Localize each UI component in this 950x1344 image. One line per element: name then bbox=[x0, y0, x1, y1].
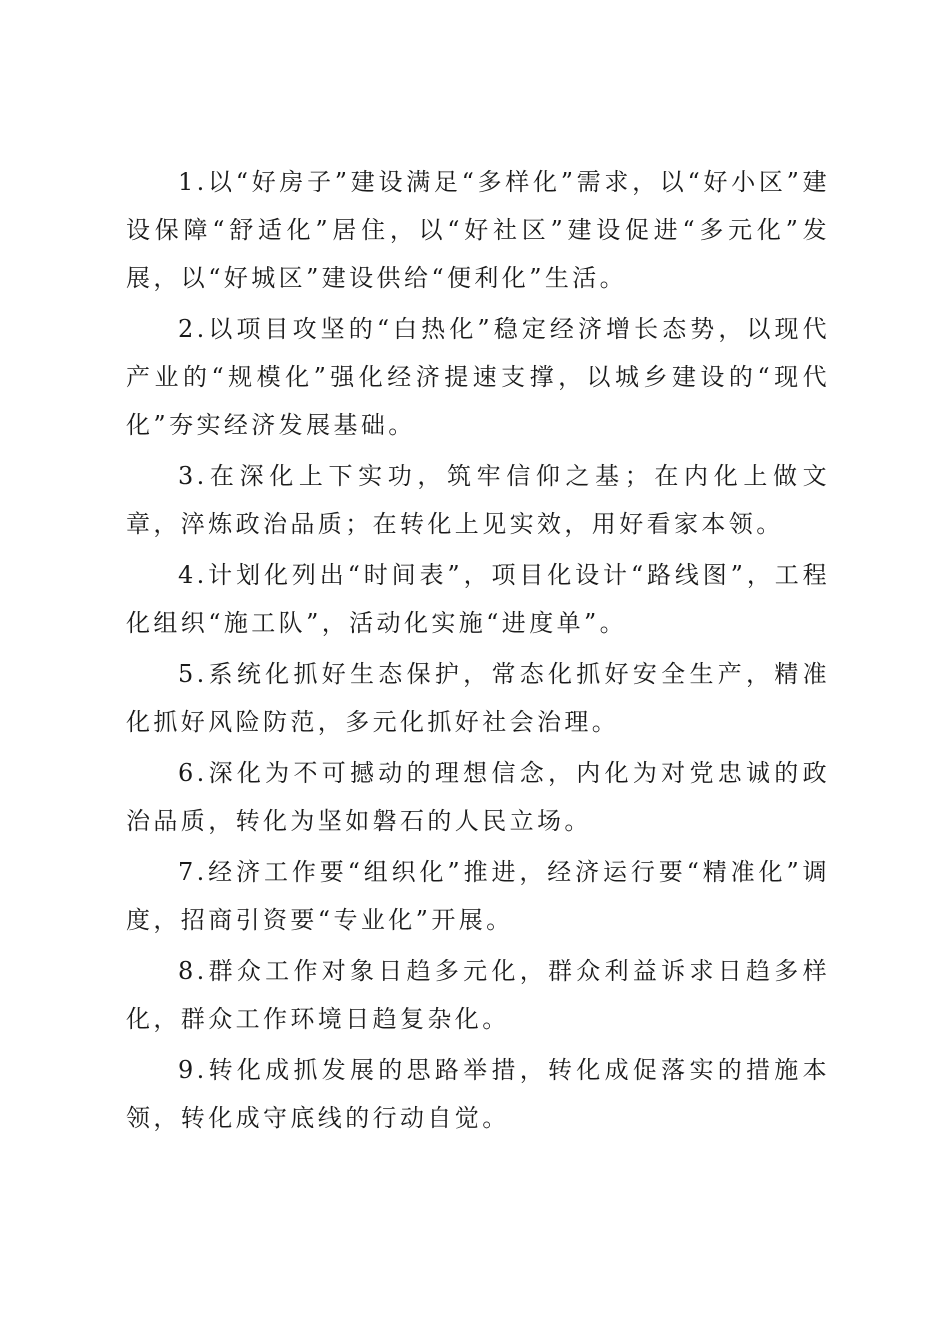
paragraph-3: 3.在深化上下实功，筑牢信仰之基；在内化上做文章，淬炼政治品质；在转化上见实效，用好看家本领。 bbox=[126, 462, 830, 538]
paragraph-8: 8.群众工作对象日趋多元化，群众利益诉求日趋多样化，群众工作环境日趋复杂化。 bbox=[126, 957, 830, 1033]
document-body bbox=[126, 158, 830, 1145]
paragraph-1: 1.以“好房子”建设满足“多样化”需求，以“好小区”建设保障“舒适化”居住，以“好社区”建设促进“多元化”发展，以“好城区”建设供给“便利化”生活。 bbox=[126, 168, 830, 292]
paragraph-6: 6.深化为不可撼动的理想信念，内化为对党忠诚的政治品质，转化为坚如磐石的人民立场。 bbox=[126, 759, 830, 835]
paragraph-9: 9.转化成抓发展的思路举措，转化成促落实的措施本领，转化成守底线的行动自觉。 bbox=[126, 1056, 830, 1132]
paragraph-2: 2.以项目攻坚的“白热化”稳定经济增长态势，以现代产业的“规模化”强化经济提速支撑，以城乡建设的“现代化”夯实经济发展基础。 bbox=[126, 315, 830, 439]
paragraph-7: 7.经济工作要“组织化”推进，经济运行要“精准化”调度，招商引资要“专业化”开展。 bbox=[126, 858, 830, 934]
paragraph-4: 4.计划化列出“时间表”，项目化设计“路线图”，工程化组织“施工队”，活动化实施“进度单”。 bbox=[126, 561, 830, 637]
paragraph-5: 5.系统化抓好生态保护，常态化抓好安全生产，精准化抓好风险防范，多元化抓好社会治理。 bbox=[126, 660, 830, 736]
